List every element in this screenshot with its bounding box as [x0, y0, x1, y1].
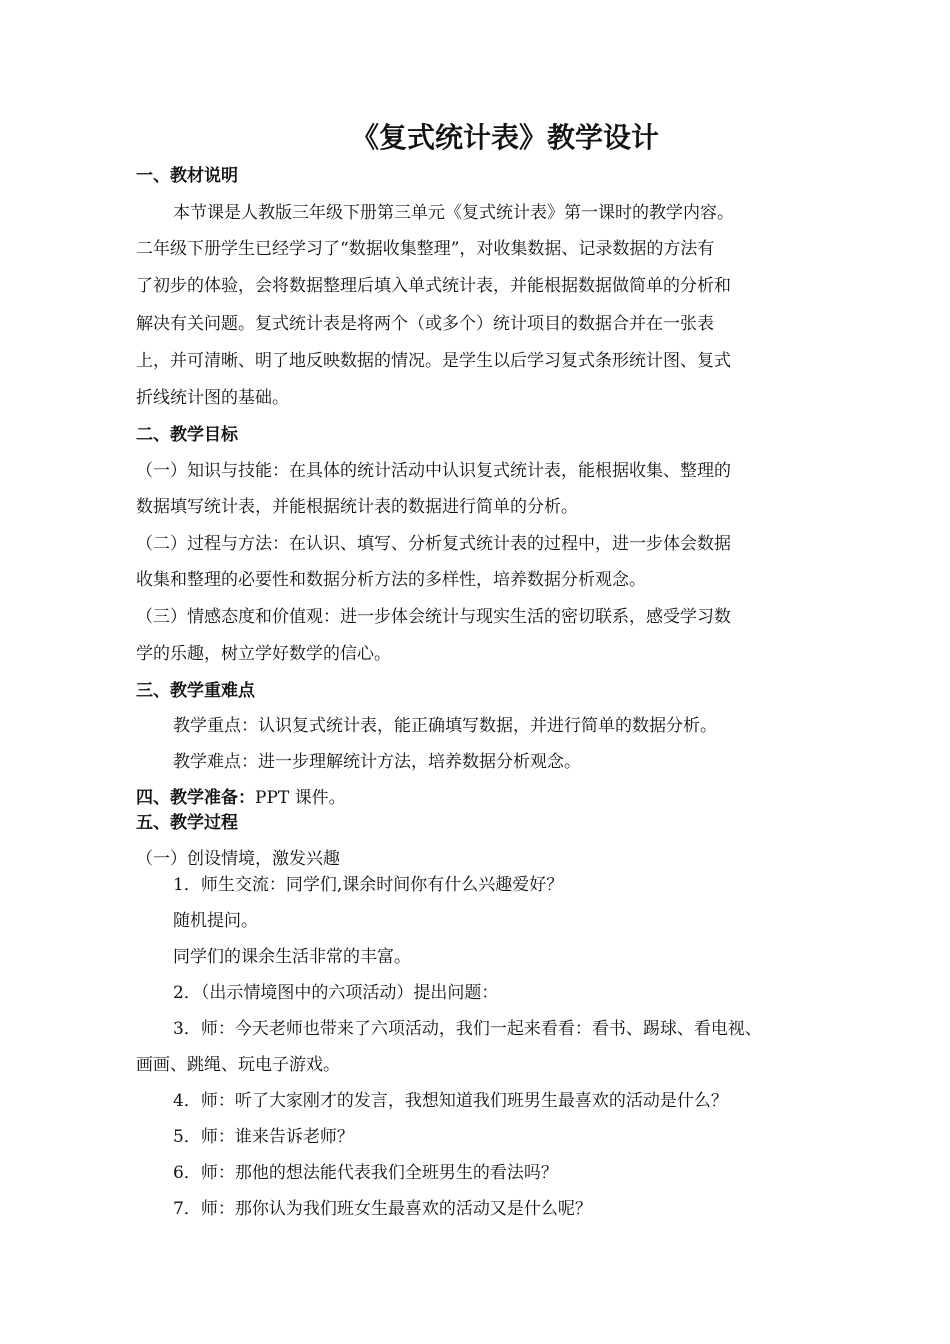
paragraph-line: 折线统计图的基础。 [136, 388, 289, 408]
paragraph-line: 1．师生交流：同学们,课余时间你有什么兴趣爱好？ [173, 875, 564, 895]
paragraph-line: 收集和整理的必要性和数据分析方法的多样性，培养数据分析观念。 [136, 570, 646, 590]
paragraph-line: 7．师：那你认为我们班女生最喜欢的活动又是什么呢？ [173, 1199, 592, 1219]
document-title: 《复式统计表》教学设计 [350, 121, 659, 154]
paragraph-line: 学的乐趣，树立学好数学的信心。 [136, 644, 391, 664]
paragraph-line: 上，并可清晰、明了地反映数据的情况。是学生以后学习复式条形统计图、复式 [136, 351, 731, 371]
paragraph-line: 随机提问。 [173, 911, 258, 931]
paragraph-line: 数据填写统计表，并能根据统计表的数据进行简单的分析。 [136, 497, 578, 517]
section-heading-process: 五、教学过程 [136, 813, 238, 833]
preparation-value: PPT 课件。 [255, 788, 346, 808]
paragraph-line: 了初步的体验，会将数据整理后填入单式统计表，并能根据数据做简单的分析和 [136, 276, 731, 296]
paragraph-line: 教学难点：进一步理解统计方法，培养数据分析观念。 [173, 752, 581, 772]
paragraph-line: （一）知识与技能：在具体的统计活动中认识复式统计表，能根据收集、整理的 [136, 461, 731, 481]
paragraph-line: 5．师：谁来告诉老师？ [173, 1127, 354, 1147]
paragraph-line: 二年级下册学生已经学习了“数据收集整理”，对收集数据、记录数据的方法有 [136, 239, 715, 259]
paragraph-line: 2．（出示情境图中的六项活动）提出问题： [173, 983, 499, 1003]
section-heading-materials: 一、教材说明 [136, 166, 238, 186]
subsection-heading: （一）创设情境，激发兴趣 [136, 849, 340, 869]
paragraph-line: 同学们的课余生活非常的丰富。 [173, 947, 411, 967]
paragraph-line: 4．师：听了大家刚才的发言，我想知道我们班男生最喜欢的活动是什么？ [173, 1091, 728, 1111]
paragraph-line: 3．师：今天老师也带来了六项活动，我们一起来看看：看书、踢球、看电视、 [173, 1019, 762, 1039]
section-heading-preparation: 四、教学准备： [136, 788, 255, 808]
paragraph-line: （二）过程与方法：在认识、填写、分析复式统计表的过程中，进一步体会数据 [136, 534, 731, 554]
paragraph-line: 解决有关问题。复式统计表是将两个（或多个）统计项目的数据合并在一张表 [136, 314, 714, 334]
paragraph-line: 教学重点：认识复式统计表，能正确填写数据，并进行简单的数据分析。 [173, 716, 717, 736]
section-preparation [136, 787, 346, 809]
paragraph-line: 本节课是人教版三年级下册第三单元《复式统计表》第一课时的教学内容。 [173, 203, 734, 223]
paragraph-line: 画画、跳绳、玩电子游戏。 [136, 1055, 340, 1075]
paragraph-line: 6．师：那他的想法能代表我们全班男生的看法吗？ [173, 1163, 558, 1183]
section-heading-key-points: 三、教学重难点 [136, 681, 255, 701]
paragraph-line: （三）情感态度和价值观：进一步体会统计与现实生活的密切联系，感受学习数 [136, 607, 731, 627]
section-heading-objectives: 二、教学目标 [136, 425, 238, 445]
